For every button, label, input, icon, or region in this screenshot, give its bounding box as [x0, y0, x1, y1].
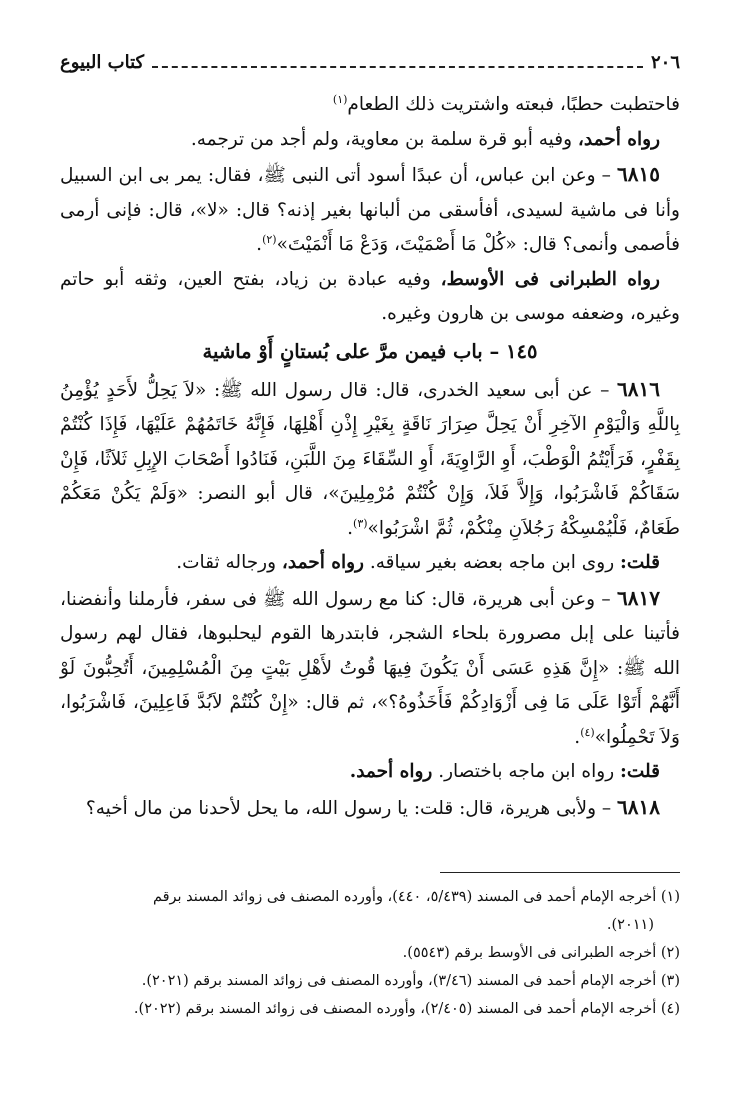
source-label: رواه الطبرانى فى الأوسط،	[440, 268, 660, 290]
paragraph-continuation	[60, 88, 680, 123]
footnote-4: (٤) أخرجه الإمام أحمد فى المسند (٢/٤٠٥)، وأورده المصنف فى زوائد المسند برقم (٢٠٢٢).	[133, 1001, 680, 1017]
hadith-text: – وعن أبى هريرة، قال: كنا مع رسول الله ﷺ فى سفر، فأرملنا وأنفضنا، فأتينا على إبل مصرورة بلحاء الشجر، فابتدرها القوم ليحلبوها، فقال لهم رسول الله ﷺ: «إِنَّ هَذِهِ عَسَى أَنْ يَكُونَ فِيهَا قُوتُ لأَهْلِ بَيْتٍ مِنَ الْمُسْلِمِينَ، أَتُحِبُّونَ لَوْ أَنَّهُمْ أَتَوْا عَلَى مَا فِى أَزْوَادِكُمْ فَأَخَذُوهُ؟»، ثم قال: «إِنْ كُنْتُمْ لاَبُدَّ فَاعِلِينَ، فَاشْرَبُوا، وَلاَ تَحْمِلُوا»	[60, 588, 680, 748]
footnote-ref-2: (٢)	[262, 232, 277, 246]
footnote-1-continuation: (٢٠١١).	[606, 917, 654, 933]
page-number: ٢٠٦	[650, 52, 680, 73]
commentary-6817	[60, 755, 680, 790]
hadith-text: – ولأبى هريرة، قال: قلت: يا رسول الله، ما يحل لأحدنا من مال أخيه؟	[85, 797, 618, 819]
page	[60, 52, 680, 1023]
footnote-ref-4: (٤)	[580, 725, 595, 739]
commentary-text: رواه ابن ماجه باختصار.	[432, 761, 621, 782]
hadith-number: ٦٨١٧	[617, 585, 660, 610]
source-label: رواه أحمد.	[349, 761, 433, 782]
narration-note	[60, 263, 680, 332]
hadith-6816: ٦٨١٦ – عن أبى سعيد الخدرى، قال: قال رسول الله ﷺ: «لاَ يَحِلُّ لأَحَدٍ يُؤْمِنُ بِاللَّهِ وَالْيَوْمِ الآخِرِ أَنْ يَحِلَّ صِرَارَ نَاقَةٍ بِغَيْرِ إِذْنِ أَهْلِهَا، فَإِنَّهُ خَاتَمُهُمْ عَلَيْهَا، فَإِذَا كُنْتُمْ بِقَفْرٍ، فَرَأَيْتُمُ الْوَطْبَ، أَوِ الرَّاوِيَةَ، أَوِ السِّقَاءَ مِنَ اللَّبَنِ، فَنَادُوا أَصْحَابَ الإِبِلِ ثَلاَثًا، فَإِنْ سَقَاكُمْ فَاشْرَبُوا، وَإِلاَّ فَلاَ، وَإِنْ كُنْتُمْ مُرْمِلِينَ»، قال أبو النصر: «وَلَمْ يَكُنْ مَعَكُمْ طَعَامٌ، فَلْيُمْسِكْهُ رَجُلاَنِ مِنْكُمْ، ثُمَّ اشْرَبُوا»$^{(٣)}$.	[60, 376, 680, 539]
book-title: كتاب البيوع	[60, 52, 145, 73]
note-text: وفيه أبو قرة سلمة بن معاوية، ولم أجد من ترجمه.	[190, 128, 578, 150]
hadith-6815: ٦٨١٥ – وعن ابن عباس، أن عبدًا أسود أتى النبى ﷺ، فقال: يمر بى ابن السبيل وأنا فى ماشية لسيدى، أفأسقى من ألبانها بغير إذنه؟ قال: «لا»، قال: فإنى أرمى فأصمى وأنمى؟ قال: «كُلْ مَا أَصْمَيْتَ، وَدَعْ مَا أَنْمَيْتَ»$^{(٢)}$.	[60, 162, 680, 255]
source-label: رواه أحمد،	[281, 552, 364, 573]
paragraph-text: فاحتطبت حطبًا، فبعته واشتريت ذلك الطعام	[347, 94, 680, 115]
footnote-ref-3: (٣)	[353, 516, 368, 530]
commentary-label: قلت:	[620, 761, 660, 782]
hadith-6818	[60, 790, 680, 827]
commentary-text: ورجاله ثقات.	[176, 552, 282, 573]
footnote-rule	[440, 872, 680, 873]
hadith-text: – عن أبى سعيد الخدرى، قال: قال رسول الله ﷺ: «لاَ يَحِلُّ لأَحَدٍ يُؤْمِنُ بِاللَّهِ وَالْيَوْمِ الآخِرِ أَنْ يَحِلَّ صِرَارَ نَاقَةٍ بِغَيْرِ إِذْنِ أَهْلِهَا، فَإِنَّهُ خَاتَمُهُمْ عَلَيْهَا، فَإِذَا كُنْتُمْ بِقَفْرٍ، فَرَأَيْتُمُ الْوَطْبَ، أَوِ الرَّاوِيَةَ، أَوِ السِّقَاءَ مِنَ اللَّبَنِ، فَنَادُوا أَصْحَابَ الإِبِلِ ثَلاَثًا، فَإِنْ سَقَاكُمْ فَاشْرَبُوا، وَإِلاَّ فَلاَ، وَإِنْ كُنْتُمْ مُرْمِلِينَ»، قال أبو النصر: «وَلَمْ يَكُنْ مَعَكُمْ طَعَامٌ، فَلْيُمْسِكْهُ رَجُلاَنِ مِنْكُمْ، ثُمَّ اشْرَبُوا»	[60, 379, 680, 539]
commentary-6816	[60, 546, 680, 581]
footnote-ref-1: (١)	[332, 92, 348, 106]
hadith-6817: ٦٨١٧ – وعن أبى هريرة، قال: كنا مع رسول الله ﷺ فى سفر، فأرملنا وأنفضنا، فأتينا على إبل مصرورة بلحاء الشجر، فابتدرها القوم ليحلبوها، فقال لهم رسول الله ﷺ: «إِنَّ هَذِهِ عَسَى أَنْ يَكُونَ فِيهَا قُوتُ لأَهْلِ بَيْتٍ مِنَ الْمُسْلِمِينَ، أَتُحِبُّونَ لَوْ أَنَّهُمْ أَتَوْا عَلَى مَا فِى أَزْوَادِكُمْ فَأَخَذُوهُ؟»، ثم قال: «إِنْ كُنْتُمْ لاَبُدَّ فَاعِلِينَ، فَاشْرَبُوا، وَلاَ تَحْمِلُوا»$^{(٤)}$.	[60, 585, 680, 748]
footnote-3: (٣) أخرجه الإمام أحمد فى المسند (٣/٤٦)، وأورده المصنف فى زوائد المسند برقم (٢٠٢١).	[141, 973, 680, 989]
running-header	[60, 52, 680, 88]
commentary-text: روى ابن ماجه بعضه بغير سياقه.	[363, 552, 621, 573]
hadith-text: – وعن ابن عباس، أن عبدًا أسود أتى النبى ﷺ، فقال: يمر بى ابن السبيل وأنا فى ماشية لسيدى، أفأسقى من ألبانها بغير إذنه؟ قال: «لا»، قال: فإنى أرمى فأصمى وأنمى؟ قال: «كُلْ مَا أَصْمَيْتَ، وَدَعْ مَا أَنْمَيْتَ»	[60, 165, 680, 255]
source-label: رواه أحمد،	[577, 128, 660, 150]
narration-note	[60, 123, 680, 158]
commentary-label: قلت:	[620, 552, 660, 573]
hadith-number: ٦٨١٨	[617, 794, 660, 819]
hadith-number: ٦٨١٥	[617, 162, 660, 186]
footnotes	[60, 872, 680, 1023]
note-text: وفيه عبادة بن زياد، بفتح العين، وثقه أبو حاتم وغيره، وضعفه موسى بن هارون وغيره.	[60, 268, 680, 324]
chapter-heading: ١٤٥ – باب فيمن مرَّ على بُستانٍ أَوْ ماشية	[202, 339, 538, 363]
hadith-number: ٦٨١٦	[617, 376, 660, 401]
footnote-2: (٢) أخرجه الطبرانى فى الأوسط برقم (٥٥٤٣).	[402, 945, 680, 961]
header-dash-rule	[152, 58, 643, 68]
footnote-1: (١) أخرجه الإمام أحمد فى المسند (٥/٤٣٩، ٤٤٠)، وأورده المصنف فى زوائد المسند برقم	[152, 889, 680, 905]
